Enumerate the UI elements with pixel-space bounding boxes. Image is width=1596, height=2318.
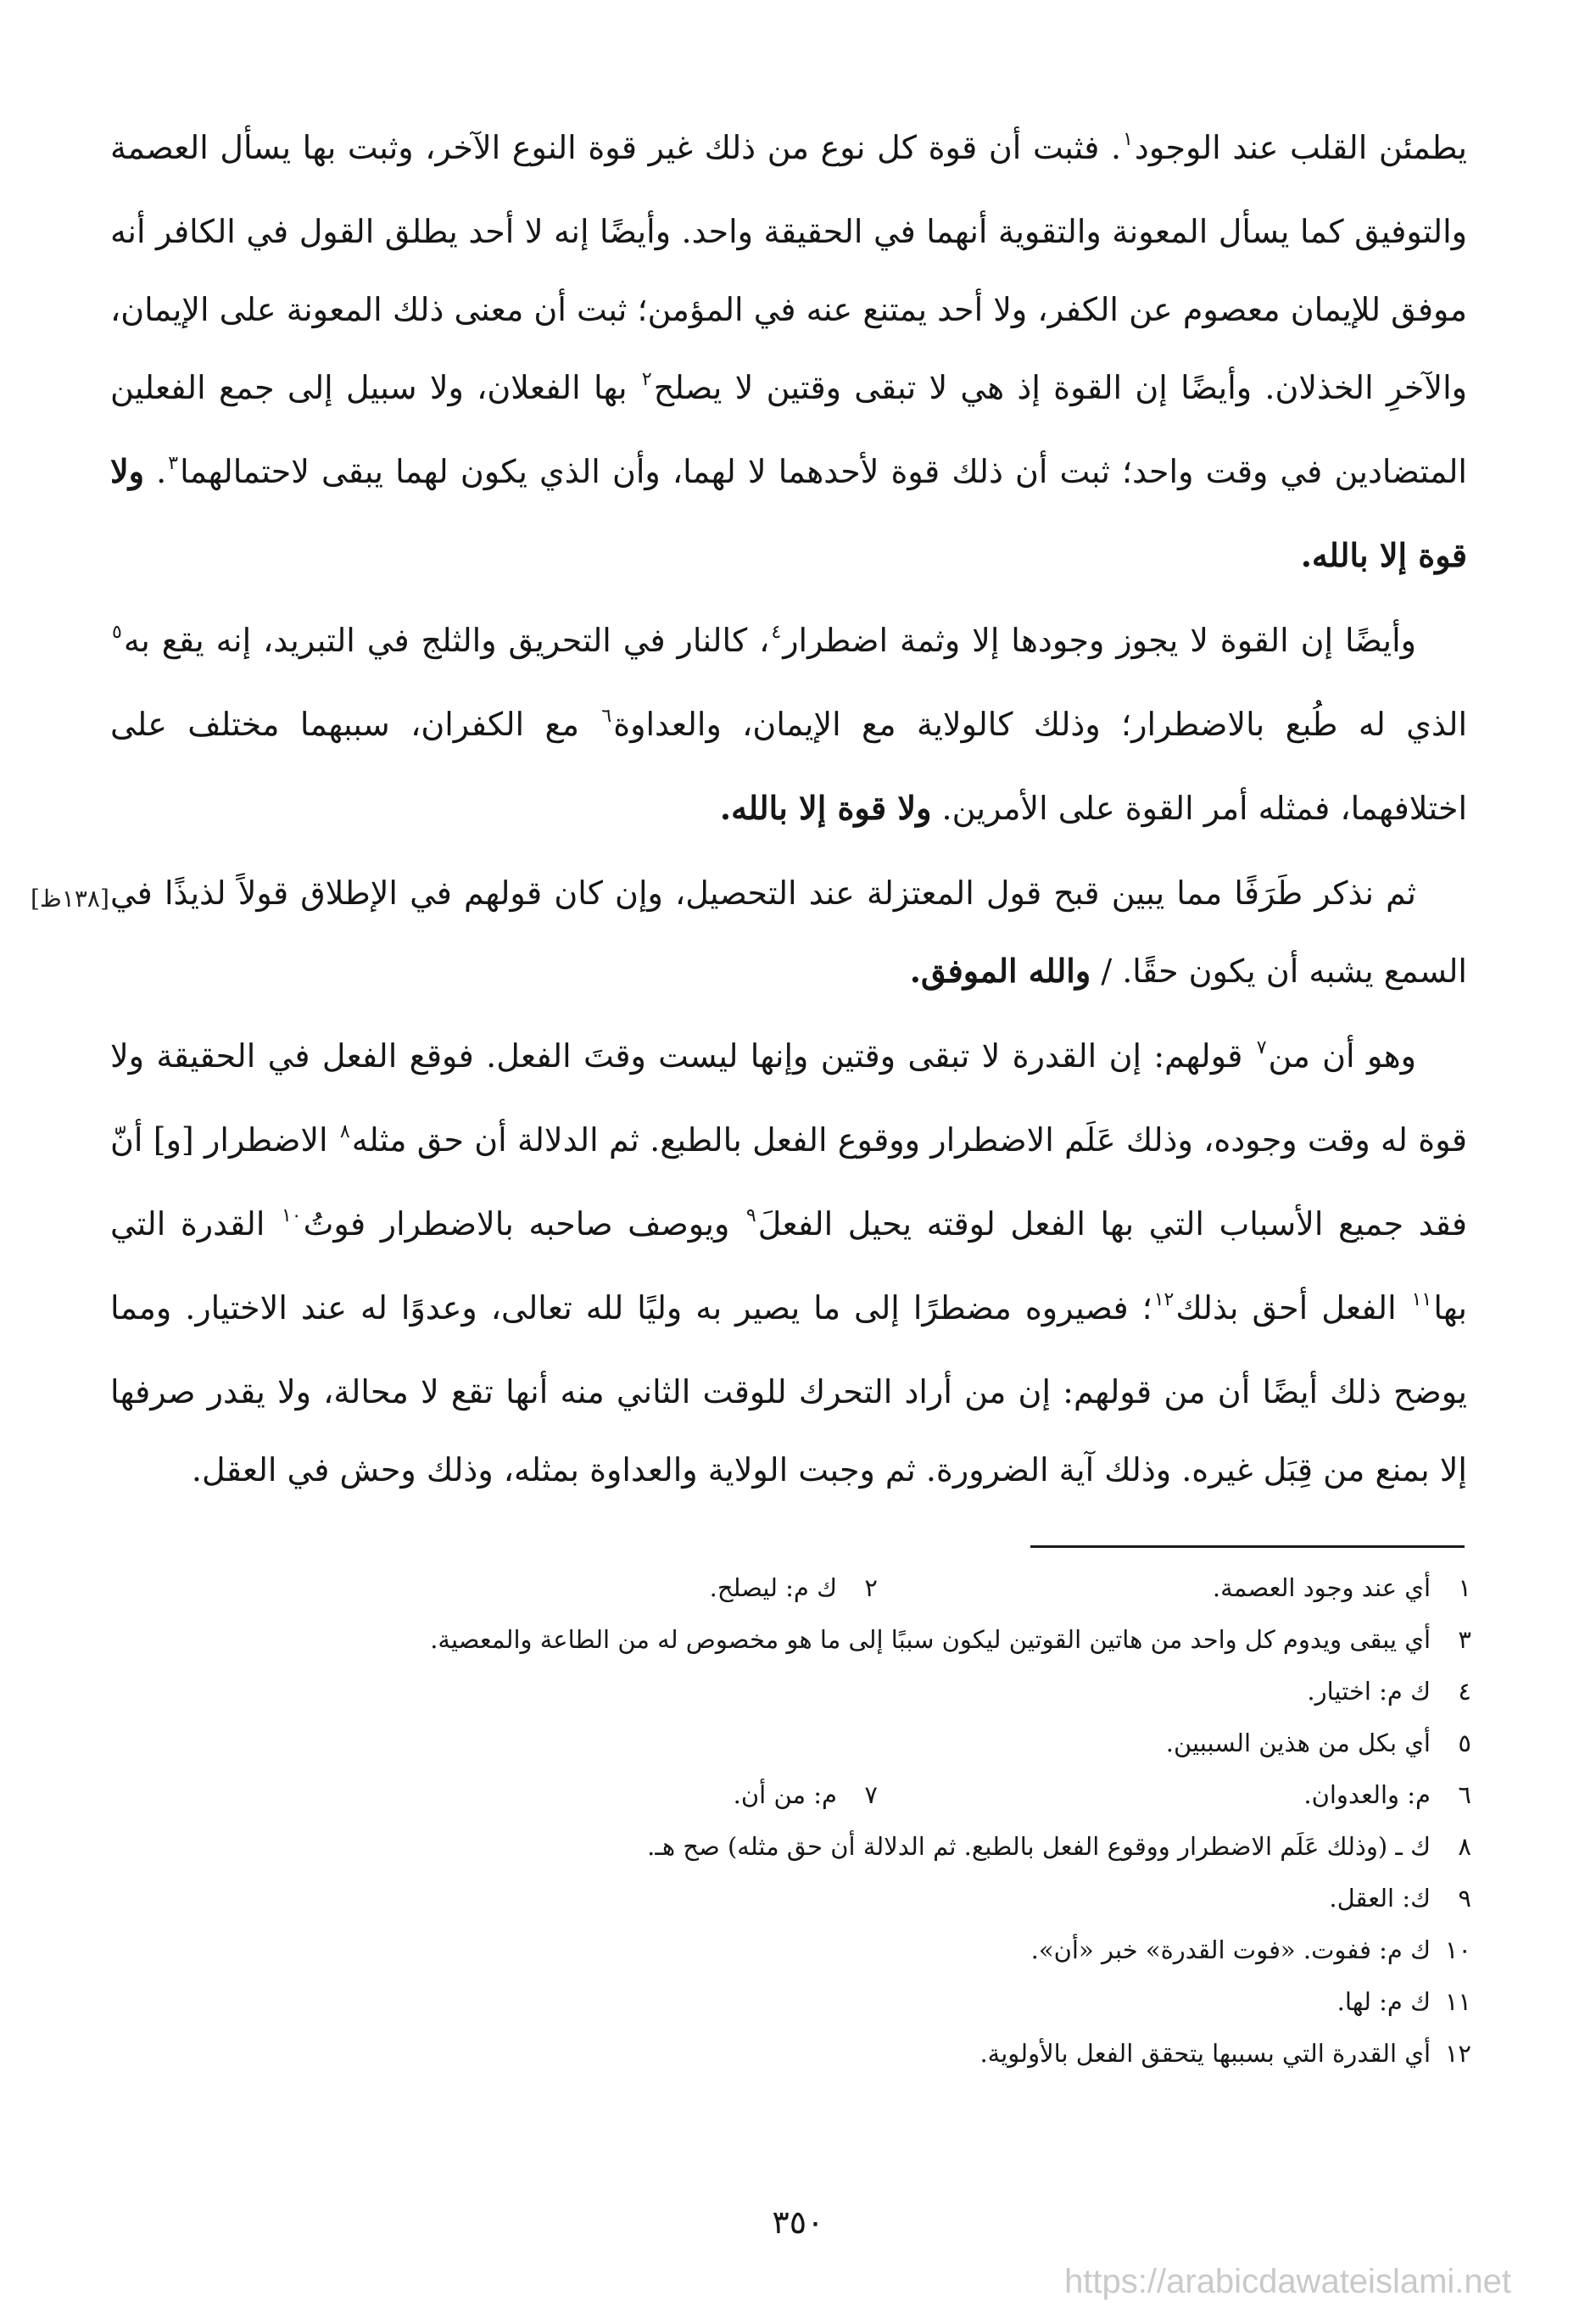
footnote-number: ٤ [1458,1677,1471,1706]
footnote-ref: ٤ [771,622,782,643]
text-run: ، كالنار في التحريق والثلج في التبريد، إنه يقع به [123,622,770,659]
footnote-text: أي بكل من هذين السببين. [1165,1729,1431,1757]
paragraph-4 [110,1017,1467,1509]
footnote-row [153,1924,1471,1976]
footnote-text: ك ـ (وذلك عَلَم الاضطرار ووقوع الفعل بالطبع. ثم الدلالة أن حق مثله) صح هـ. [647,1832,1431,1861]
text-run: وأيضًا إن القوة لا يجوز وجودها إلا وثمة اضطرار [783,622,1416,659]
footnote-ref: ٢ [641,369,652,390]
text-run: بها الفعلان، ولا سبيل إلى جمع الفعلين المتضادين في وقت واحد؛ ثبت أن ذلك قوة لأحدهما لا لهما، وأن الذي يكون لهما يبقى لاحتمالهما [110,369,1467,490]
footnote-row [153,1562,1471,1614]
footnote-ref: ٨ [339,1121,350,1142]
watermark-url: https://arabicdawateislami.net [1064,2263,1511,2300]
footnote-number: ٩ [1458,1884,1471,1913]
footnote-text: أي عند وجود العصمة. [1212,1573,1431,1602]
footnote-row [153,1614,1471,1666]
footnote-text: م: والعدوان. [1303,1780,1431,1809]
footnote-ref: ٩ [745,1205,756,1226]
highlighted-phrase: ولا قوة إلا بالله. [719,789,932,827]
footnote-number: ٨ [1458,1832,1471,1861]
footnote-row [153,1821,1471,1873]
footnote-text: أي القدرة التي بسببها يتحقق الفعل بالأولوية. [979,2039,1431,2068]
text-run: الذي له طُبع بالاضطرار؛ وذلك كالولاية مع الإيمان، والعداوة [613,706,1468,743]
footnote-number: ٣ [1458,1625,1471,1654]
footnote-item [710,1562,878,1614]
footnote-item [878,1769,1471,1821]
footnote-item [878,1562,1471,1614]
footnote-ref: ١ [1123,129,1133,150]
footnote-ref: ١٠ [281,1205,302,1226]
footnotes [153,1562,1471,2080]
footnote-number: ١١ [1444,1987,1471,2016]
footnote-text: ك: العقل. [1329,1884,1431,1913]
text-run: قولهم: إن القدرة لا تبقى وقتين وإنها ليست وقتَ الفعل. فوقع الفعل في الحقيقة ولا قوة له وقت وجوده، وذلك عَلَم الاضطرار ووقوع الفعل بالطبع. ثم الدلالة أن حق مثله [110,1037,1467,1159]
footnote-text: ك م: لها. [1337,1987,1431,2016]
highlighted-phrase: والله الموفق. [909,952,1091,990]
footnote-item [1329,1873,1471,1924]
footnote-item [1307,1666,1471,1718]
footnote-number: ٦ [1458,1780,1471,1809]
footnote-text: أي يبقى ويدوم كل واحد من هاتين القوتين ليكون سببًا إلى ما هو مخصوص له من الطاعة والمعصية. [430,1625,1431,1654]
footnote-ref: ١٢ [1153,1289,1175,1310]
footnote-item [979,2028,1471,2080]
page-number: ٣٥٠ [772,2203,824,2241]
footnote-number: ١٢ [1444,2039,1471,2068]
footnote-ref: ٦ [601,706,612,727]
text-run: . فثبت أن قوة كل نوع من ذلك غير قوة النوع الآخر، وثبت بها يسأل العصمة والتوفيق كما يسأل المعونة والتقوية أنهما في الحقيقة واحد. وأيضًا إنه لا أحد يطلق القول في الكافر أنه موفق للإيمان معصوم عن الكفر، ولا أحد يمتنع عنه في المؤمن؛ ثبت أن معنى ذلك المعونة على الإيمان، والآخرِ الخذلان. وأيضًا إن القوة إذ هي لا تبقى وقتين لا يصلح [110,129,1467,406]
footnote-ref: ٧ [1256,1037,1267,1058]
footnote-text: ك م: ففوت. «فوت القدرة» خبر «أن». [1030,1935,1431,1964]
footnote-separator [1030,1545,1465,1548]
footnote-item [1031,1924,1471,1976]
text-run: وهو أن من [1268,1037,1416,1075]
footnote-row [153,1666,1471,1718]
footnote-number: ١٠ [1444,1935,1471,1964]
footnote-text: م: من أن. [733,1780,837,1809]
footnote-row [153,1873,1471,1924]
main-text [110,109,1467,1516]
text-run: ؛ فصيروه مضطرًا إلى ما يصير به وليًا لله تعالى، وعدوًا له عند الاختيار. ومما يوضح ذلك أيضًا أن من قولهم: إن من أراد التحرك للوقت الثاني منه أنها تقع لا محالة، ولا يقدر صرفها إلا بمنع من قِبَل غيره. وذلك آية الضرورة. ثم وجبت الولاية والعداوة بمثله، وذلك وحش في العقل. [110,1289,1468,1489]
footnote-item [1337,1976,1471,2028]
text-run: يطمئن القلب عند الوجود [1134,129,1468,166]
paragraph-1 [110,109,1467,595]
text-run: ويوصف صاحبه بالاضطرار فوتُ [303,1205,730,1243]
footnote-text: ك م: اختيار. [1307,1677,1431,1706]
footnote-row [153,1976,1471,2028]
text-run: الاضطرار [و] أنّ فقد جميع الأسباب التي بها الفعل لوقته يحيل الفعلَ [110,1121,1467,1243]
highlighted-phrase: ولا قوة إلا بالله. [110,452,1467,574]
footnote-row [153,1718,1471,1769]
footnote-number: ١ [1458,1573,1471,1602]
footnote-item [430,1614,1471,1666]
footnote-number: ٧ [864,1780,878,1809]
footnote-text: ك م: ليصلح. [709,1573,837,1602]
paragraph-2 [110,601,1467,847]
text-run: الفعل أحق بذلك [1175,1289,1397,1327]
text-run: القدرة التي بها [110,1205,1467,1327]
footnote-row [153,2028,1471,2080]
footnote-ref: ١١ [1411,1289,1432,1310]
paragraph-3 [110,854,1467,1010]
footnote-number: ٥ [1458,1729,1471,1757]
footnote-item [1166,1718,1471,1769]
text-run: مع الكفران، سببهما مختلف على اختلافهما، فمثله أمر القوة على الأمرين. [110,706,1467,827]
footnote-item [734,1769,878,1821]
text-run: ثم نذكر طَرَفًا مما يبين قبح قول المعتزلة عند التحصيل، وإن كان قولهم في الإطلاق قولاً لذيذًا في السمع يشبه أن يكون حقًا. / [110,874,1467,990]
footnote-row [153,1769,1471,1821]
footnote-number: ٢ [864,1573,878,1602]
footnote-item [647,1821,1471,1873]
text-run: . [156,453,167,490]
manuscript-folio-marker: [١٣٨ظ] [31,885,109,913]
footnote-ref: ٣ [168,453,179,474]
footnote-ref: ٥ [112,622,122,643]
